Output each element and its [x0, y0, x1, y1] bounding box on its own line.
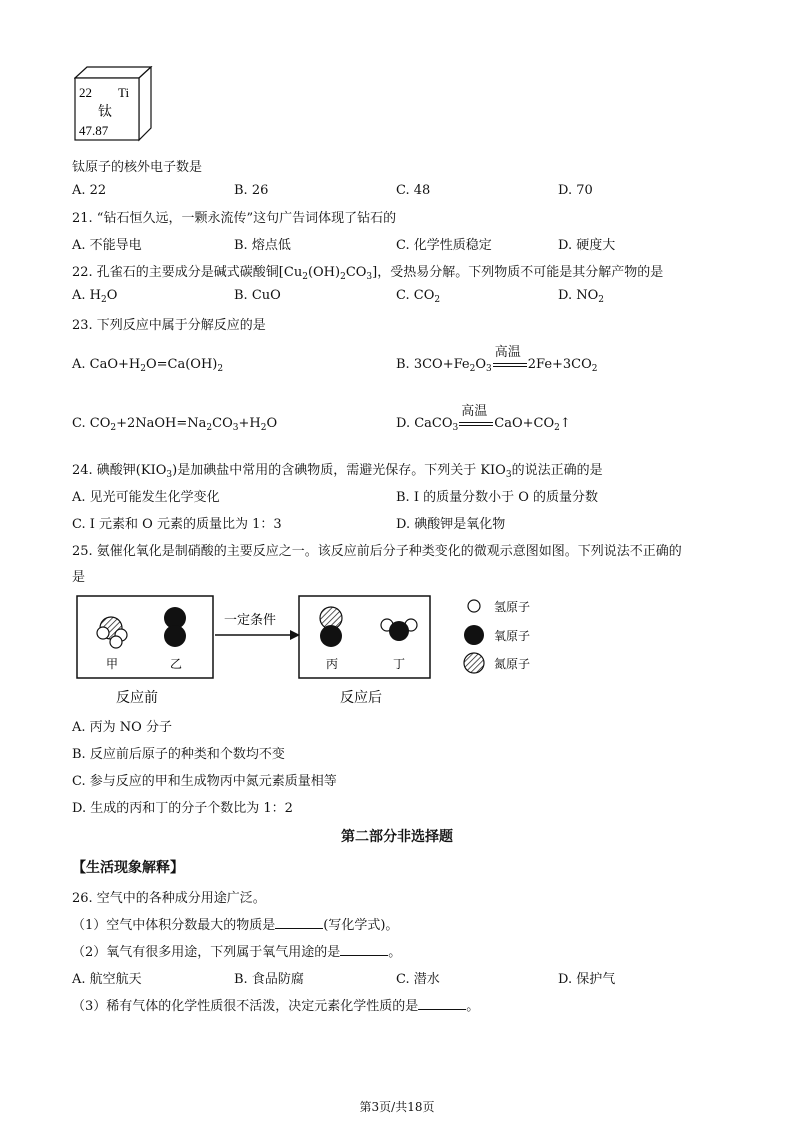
caption-after: 反应后 — [340, 690, 382, 706]
q24-option-c[interactable]: C. I 元素和 O 元素的质量比为 1：3 — [72, 517, 282, 532]
q20-stem: 钛原子的核外电子数是 — [72, 160, 203, 175]
q20-option-d[interactable]: D. 70 — [558, 183, 593, 198]
q26-part1: （1）空气中体积分数最大的物质是 (写化学式)。 — [72, 918, 399, 933]
legend-hydrogen: 氢原子 — [494, 600, 531, 614]
q21-option-b[interactable]: B. 熔点低 — [234, 238, 291, 253]
label-yi: 乙 — [170, 657, 183, 671]
element-mass: 47.87 — [79, 123, 109, 138]
q26-options — [72, 968, 752, 988]
q21-option-c[interactable]: C. 化学性质稳定 — [396, 238, 492, 253]
molecule-ding-h2o — [381, 619, 417, 641]
q25-stem-line2: 是 — [72, 570, 86, 585]
element-name: 钛 — [98, 104, 112, 120]
q25-option-b[interactable]: B. 反应前后原子的种类和个数均不变 — [72, 747, 285, 762]
element-symbol: Ti — [118, 85, 130, 100]
q23-option-d[interactable]: D. CaCO$_3$ 高温 $CaO+CO_2↑$ — [396, 403, 571, 433]
q26-option-c[interactable]: C. 潜水 — [396, 972, 440, 987]
q20-option-c[interactable]: C. 48 — [396, 183, 431, 198]
reaction-diagram — [72, 590, 572, 708]
molecule-bing-no — [320, 607, 342, 647]
q25-option-c[interactable]: C. 参与反应的甲和生成物丙中氮元素质量相等 — [72, 774, 337, 789]
legend — [464, 600, 530, 673]
q26-part3: （3）稀有气体的化学性质很不活泼，决定元素化学性质的是 。 — [72, 999, 480, 1014]
q20-options — [72, 183, 752, 203]
after-box — [299, 596, 430, 678]
section-title: 【生活现象解释】 — [72, 860, 184, 876]
label-jia: 甲 — [106, 657, 119, 671]
q25-option-a[interactable]: A. 丙为 NO 分子 — [72, 720, 172, 735]
q22-options — [72, 288, 752, 308]
molecule-yi-o2 — [164, 607, 186, 647]
q20-option-a[interactable]: A. 22 — [72, 183, 107, 198]
q26-option-b[interactable]: B. 食品防腐 — [234, 972, 304, 987]
q23-options-cd — [72, 403, 752, 436]
q21-options — [72, 234, 752, 254]
q22-stem: 22. 孔雀石的主要成分是碱式碳酸铜$[Cu_2(OH)_2CO_3]$，受热易分解。下列物质不可能是其分解产物的是 — [72, 265, 664, 282]
arrow-label: 一定条件 — [224, 613, 277, 628]
element-number: 22 — [79, 85, 92, 100]
q24-option-b[interactable]: B. I 的质量分数小于 O 的质量分数 — [396, 490, 599, 505]
q26-option-a[interactable]: A. 航空航天 — [72, 972, 142, 987]
q21-option-a[interactable]: A. 不能导电 — [72, 238, 142, 253]
q24-option-a[interactable]: A. 见光可能发生化学变化 — [72, 490, 220, 505]
q25-stem-line1: 25. 氨催化氧化是制硝酸的主要反应之一。该反应前后分子种类变化的微观示意图如图。下列说法不正确的 — [72, 544, 682, 559]
q23-option-c[interactable]: C. $CO_2+2NaOH=Na_2CO_3+H_2O$ — [72, 416, 278, 433]
q24-option-d[interactable]: D. 碘酸钾是氧化物 — [396, 517, 506, 532]
q24-stem: 24. 碘酸钾$(KIO_3)$是加碘盐中常用的含碘物质，需避光保存。下列关于 $KIO_3$的说法正确的是 — [72, 463, 603, 480]
label-ding: 丁 — [393, 657, 406, 671]
q26-part1-blank[interactable] — [275, 916, 323, 929]
molecule-jia-nh3 — [97, 617, 127, 648]
q20-option-b[interactable]: B. 26 — [234, 183, 269, 198]
q23-options-ab — [72, 344, 752, 377]
q23-stem: 23. 下列反应中属于分解反应的是 — [72, 318, 266, 333]
high-temp-condition: 高温 — [459, 417, 493, 431]
q21-option-d[interactable]: D. 硬度大 — [558, 238, 616, 253]
q24-options-cd — [72, 513, 752, 533]
q21-stem: 21. “钻石恒久远，一颗永流传”这句广告词体现了钻石的 — [72, 211, 397, 226]
q22-option-d[interactable]: D. $NO_2$ — [558, 288, 604, 305]
q22-option-a[interactable]: A. $H_2O$ — [72, 288, 118, 305]
q26-stem: 26. 空气中的各种成分用途广泛。 — [72, 891, 266, 906]
q23-option-b[interactable]: B. $3CO+Fe_2O_3$ 高温 $2Fe+3CO_2$ — [396, 344, 598, 374]
part2-title: 第二部分非选择题 — [341, 829, 453, 845]
q22-option-b[interactable]: B. CuO — [234, 288, 281, 303]
q24-options-ab — [72, 486, 752, 506]
caption-before: 反应前 — [116, 690, 158, 706]
q26-part3-blank[interactable] — [418, 997, 466, 1010]
q22-option-c[interactable]: C. $CO_2$ — [396, 288, 441, 305]
q23-option-a[interactable]: A. $CaO+H_2O=Ca(OH)_2$ — [72, 357, 224, 374]
q26-option-d[interactable]: D. 保护气 — [558, 972, 616, 987]
q26-part2: （2）氧气有很多用途，下列属于氧气用途的是 。 — [72, 945, 402, 960]
legend-oxygen: 氧原子 — [494, 629, 531, 643]
high-temp-condition: 高温 — [493, 358, 527, 372]
label-bing: 丙 — [326, 657, 339, 671]
q26-part2-blank[interactable] — [340, 943, 388, 956]
titanium-element-card — [74, 66, 154, 142]
q25-option-d[interactable]: D. 生成的丙和丁的分子个数比为 1：2 — [72, 801, 293, 816]
before-box — [77, 596, 213, 678]
page-footer: 第3页/共18页 — [359, 1100, 435, 1114]
legend-nitrogen: 氮原子 — [494, 657, 531, 671]
